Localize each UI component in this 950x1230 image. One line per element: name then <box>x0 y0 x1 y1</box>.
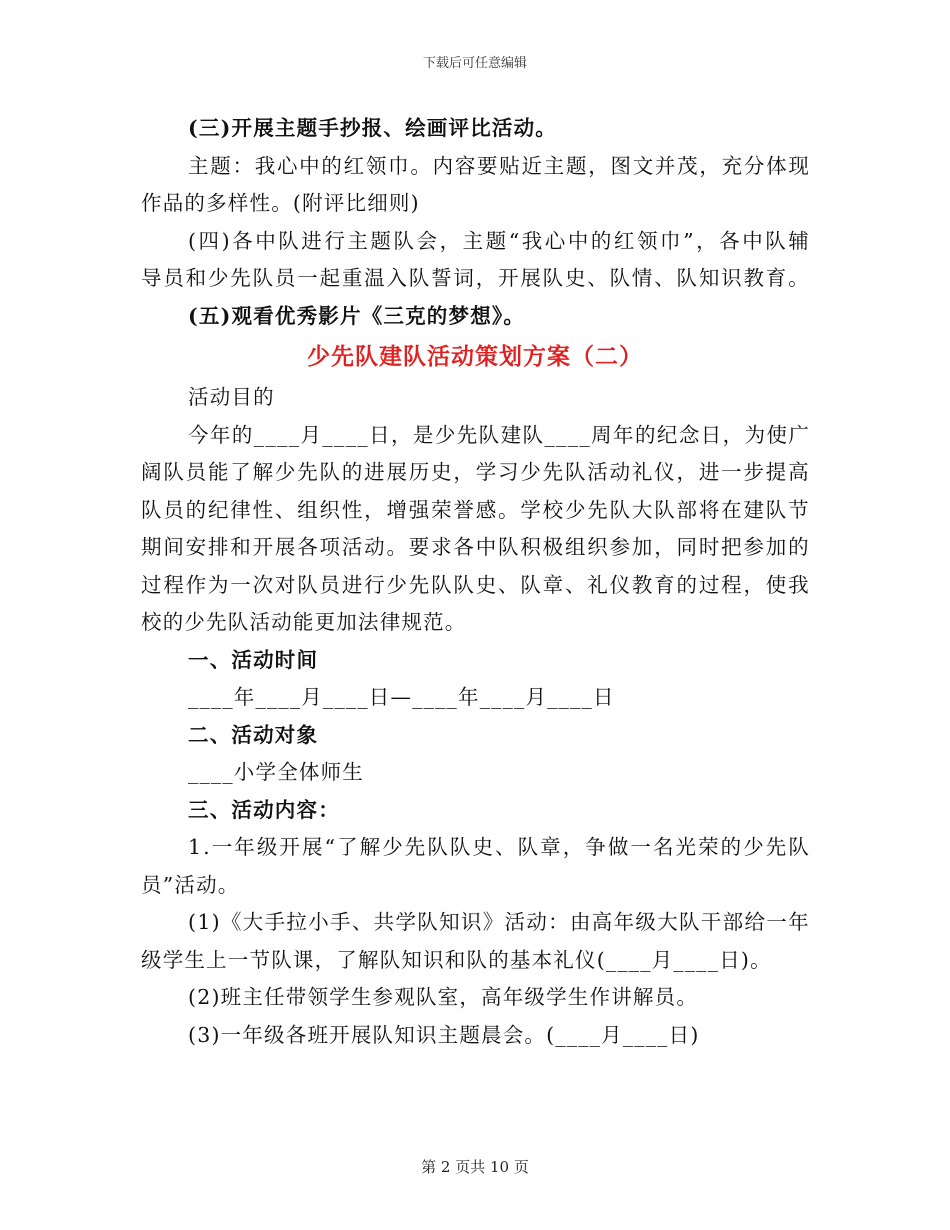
body-text-line: 校的少先队活动能更加法律规范。 <box>141 610 467 634</box>
body-text-line: ____小学全体师生 <box>188 760 364 784</box>
body-text-line: 队 员 的 纪 律 性 、 组 织 性 ， 增 强 荣 誉 感 。 学 校 少 先 队 大 队 部 将 在 建 队 节 <box>141 497 809 522</box>
document-body <box>141 110 809 1054</box>
body-text-line: ( 四 ) 各 中 队 进 行 主 题 队 会 ， 主 题 “ 我 心 中 的 红 领 巾 ” ， 各 中 队 辅 <box>188 228 809 253</box>
body-text-line: ____年____月____日—____年____月____日 <box>188 685 615 709</box>
body-text-line: 过 程 作 为 一 次 对 队 员 进 行 少 先 队 队 史 、 队 章 、 礼 仪 教 育 的 过 程 ， 使 我 <box>141 572 809 597</box>
section-heading: 一、活动时间 <box>188 647 319 672</box>
body-text-line: 期 间 安 排 和 开 展 各 项 活 动 。 要 求 各 中 队 积 极 组 织 参 加 ， 同 时 把 参 加 的 <box>141 535 809 559</box>
body-text-line: 阔 队 员 能 了 解 少 先 队 的 进 展 历 史 ， 学 习 少 先 队 活 动 礼 仪 ， 进 一 步 提 高 <box>141 460 809 484</box>
section-heading: (五)观看优秀影片《三克的梦想》。 <box>188 303 526 328</box>
body-text-line: 导 员 和 少 先 队 员 一 起 重 温 入 队 誓 词 ， 开 展 队 史 、 队 情 、 队 知 识 教 育 。 <box>141 266 809 290</box>
body-text-line: ( 1 ) 《 大 手 拉 小 手 、 共 学 队 知 识 》 活 动 ： 由 高 年 级 大 队 干 部 给 一 年 <box>188 910 809 934</box>
body-text-line: (3)一年级各班开展队知识主题晨会。(____月____日) <box>188 1022 700 1047</box>
body-text-line: 作品的多样性。(附评比细则) <box>141 191 420 215</box>
body-text-line: (2)班主任带领学生参观队室，高年级学生作讲解员。 <box>188 985 699 1009</box>
page-header: 下载后可任意编辑 <box>422 56 527 71</box>
body-text-line: 主 题 ： 我 心 中 的 红 领 巾 。 内 容 要 贴 近 主 题 ， 图 文 并 茂 ， 充 分 体 现 <box>188 153 809 178</box>
body-text-line: 1 . 一 年 级 开 展 “ 了 解 少 先 队 队 史 、 队 章 ， 争 做 一 名 光 荣 的 少 先 队 <box>188 835 809 859</box>
body-text-line: 活动目的 <box>188 385 275 409</box>
body-text-line: 今 年 的 _ _ _ _ 月 _ _ _ _ 日 ， 是 少 先 队 建 队 _ _ _ _ 周 年 的 纪 念 日 ， 为 使 广 <box>188 422 809 447</box>
body-text-line: 级学生上一节队课，了解队知识和队的基本礼仪(____月____日)。 <box>141 947 772 972</box>
section-heading: 三、活动内容： <box>188 797 340 822</box>
page-footer: 第 2 页共 10 页 <box>421 1158 529 1176</box>
section-heading: 二、活动对象 <box>188 722 319 747</box>
section-heading: (三)开展主题手抄报、绘画评比活动。 <box>188 116 557 140</box>
section-title: 少先队建队活动策划方案（二） <box>307 343 643 370</box>
body-text-line: 员”活动。 <box>141 872 240 897</box>
